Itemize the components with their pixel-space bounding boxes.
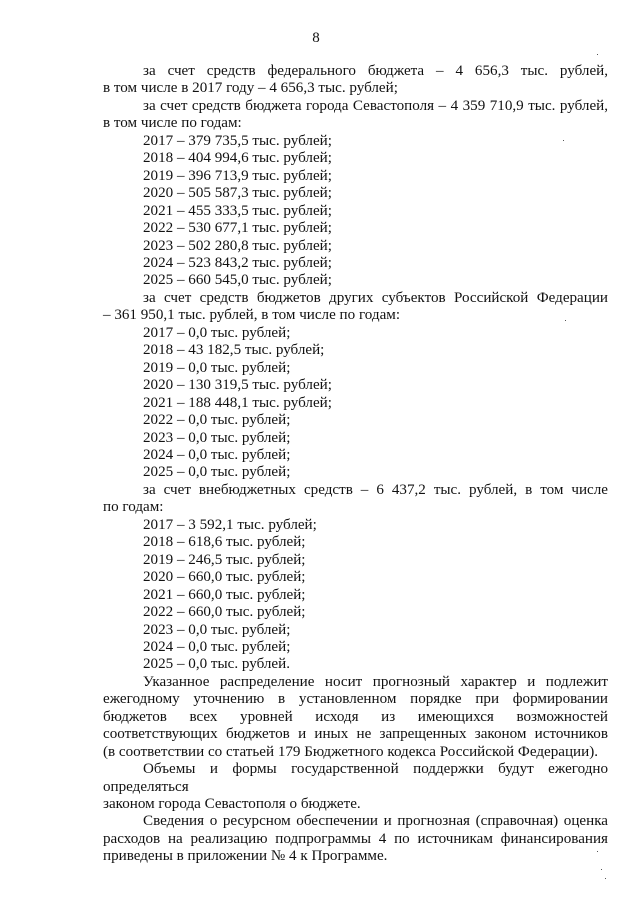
list-item: 2019 – 0,0 тыс. рублей; — [143, 359, 291, 376]
paragraph-line: бюджетов всех уровней исходя из имеющихся возможностей — [103, 708, 608, 725]
list-item: 2024 – 0,0 тыс. рублей; — [143, 446, 291, 463]
paragraph-line: Объемы и формы государственной поддержки будут ежегодно определяться — [103, 761, 608, 795]
paragraph-line: ежегодному уточнению в установленном порядке при формировании — [103, 691, 608, 708]
list-item: 2024 – 0,0 тыс. рублей; — [143, 638, 291, 655]
federal-line-2: в том числе в 2017 году – 4 656,3 тыс. рублей; — [103, 80, 398, 97]
paragraph-line: приведены в приложении № 4 к Программе. — [103, 848, 388, 865]
paragraph-support — [103, 761, 608, 813]
list-item: 2017 – 0,0 тыс. рублей; — [143, 324, 291, 341]
list-item: 2020 – 660,0 тыс. рублей; — [143, 569, 306, 586]
list-item: 2018 – 43 182,5 тыс. рублей; — [143, 342, 325, 359]
list-item: 2022 – 660,0 тыс. рублей; — [143, 604, 306, 621]
list-item: 2023 – 0,0 тыс. рублей; — [143, 621, 291, 638]
list-item: 2021 – 660,0 тыс. рублей; — [143, 586, 306, 603]
list-item: 2020 – 505 587,3 тыс. рублей; — [143, 185, 332, 202]
regions-line-1: за счет средств бюджетов других субъектов Российской Федерации — [143, 289, 608, 306]
paragraph-line: Сведения о ресурсном обеспечении и прогнозная (справочная) оценка — [143, 813, 608, 830]
list-item: 2025 – 660 545,0 тыс. рублей; — [143, 272, 332, 289]
list-item: 2017 – 3 592,1 тыс. рублей; — [143, 516, 317, 533]
regions-line-2: – 361 950,1 тыс. рублей, в том числе по годам: — [103, 307, 401, 324]
list-item: 2025 – 0,0 тыс. рублей. — [143, 656, 290, 673]
paragraph-line: расходов на реализацию подпрограммы 4 по источникам финансирования — [103, 830, 608, 847]
federal-line-1: за счет средств федерального бюджета – 4 656,3 тыс. рублей, — [143, 63, 608, 79]
list-item: 2018 – 404 994,6 тыс. рублей; — [143, 150, 332, 167]
paragraph-distribution — [103, 674, 608, 761]
list-item: 2025 – 0,0 тыс. рублей; — [143, 464, 291, 481]
page-number: 8 — [312, 30, 320, 46]
list-item: 2021 – 455 333,5 тыс. рублей; — [143, 202, 332, 219]
list-item: 2019 – 396 713,9 тыс. рублей; — [143, 167, 332, 184]
list-item: 2017 – 379 735,5 тыс. рублей; — [143, 132, 332, 149]
sevastopol-line-2: в том числе по годам: — [103, 115, 242, 132]
list-item: 2022 – 0,0 тыс. рублей; — [143, 412, 291, 429]
list-item: 2023 – 0,0 тыс. рублей; — [143, 429, 291, 446]
regions-years-list — [103, 325, 608, 482]
sevastopol-years-list — [103, 133, 608, 290]
list-item: 2018 – 618,6 тыс. рублей; — [143, 534, 306, 551]
paragraph-resources — [103, 813, 608, 865]
paragraph-line: законом города Севастополя о бюджете. — [103, 796, 361, 813]
offbudget-years-list — [103, 517, 608, 674]
paragraph-line: Указанное распределение носит прогнозный характер и подлежит — [143, 673, 608, 690]
offbudget-line-2: по годам: — [103, 499, 164, 516]
list-item: 2023 – 502 280,8 тыс. рублей; — [143, 237, 332, 254]
offbudget-line-1: за счет внебюджетных средств – 6 437,2 тыс. рублей, в том числе — [143, 481, 608, 498]
sevastopol-line-1: за счет средств бюджета города Севастополя – 4 359 710,9 тыс. рублей, — [143, 97, 608, 114]
list-item: 2020 – 130 319,5 тыс. рублей; — [143, 377, 332, 394]
paragraph-line: (в соответствии со статьей 179 Бюджетного кодекса Российской Федерации). — [103, 743, 598, 760]
document-body — [103, 63, 608, 866]
list-item: 2022 – 530 677,1 тыс. рублей; — [143, 220, 332, 237]
list-item: 2019 – 246,5 тыс. рублей; — [143, 551, 306, 568]
list-item: 2024 – 523 843,2 тыс. рублей; — [143, 254, 332, 271]
paragraph-line: соответствующих бюджетов и иных не запрещенных законом источников — [103, 726, 608, 743]
list-item: 2021 – 188 448,1 тыс. рублей; — [143, 394, 332, 411]
